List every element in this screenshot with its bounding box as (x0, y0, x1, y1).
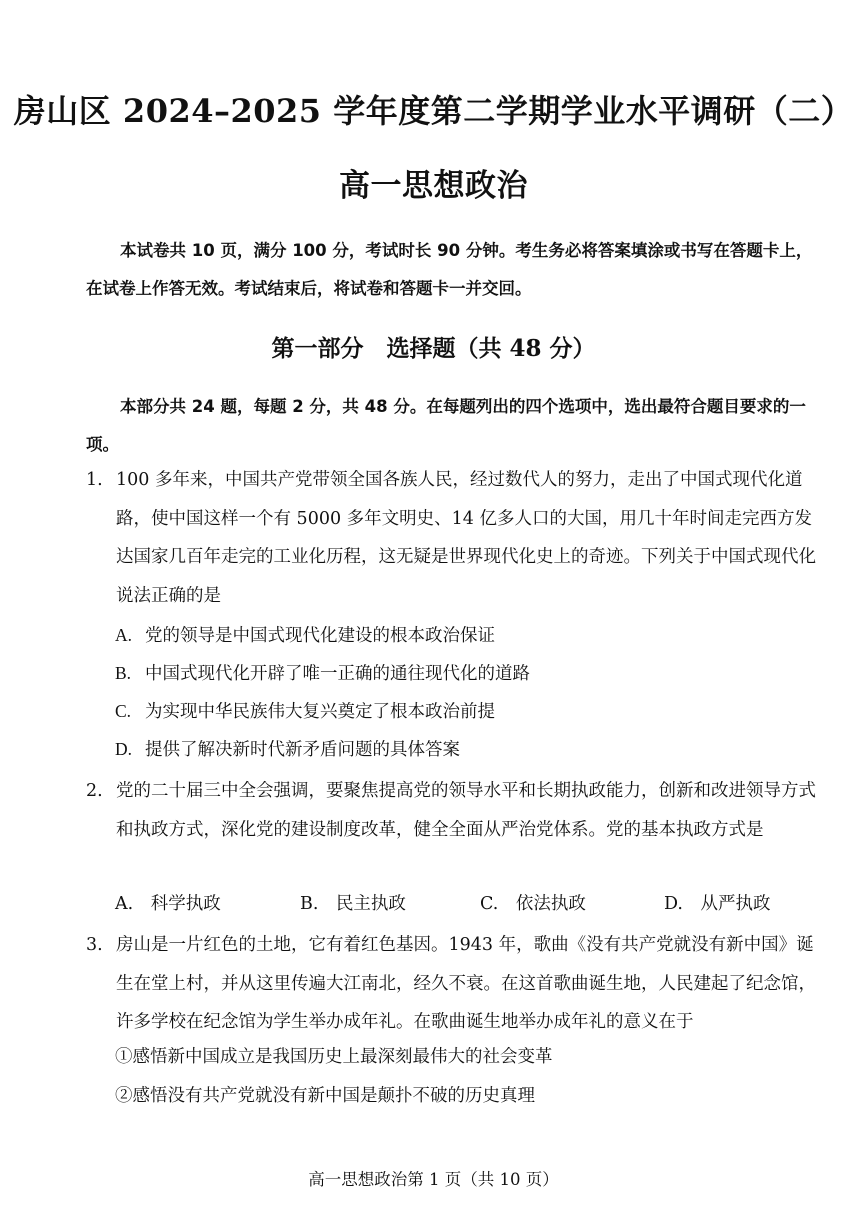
subject-title: 高一思想政治 (339, 168, 528, 204)
option-text: 民主执政 (335, 894, 406, 914)
exam-title: 房山区 2024–2025 学年度第二学期学业水平调研（二） (13, 92, 854, 130)
option-label: A. (115, 894, 134, 914)
question-1-option-a (115, 622, 495, 647)
question-2-option-c (480, 890, 586, 915)
option-text: 党的领导是中国式现代化建设的根本政治保证 (145, 626, 495, 646)
question-number: 3. (86, 935, 103, 955)
option-text: 从严执政 (700, 894, 771, 914)
option-text: 中国式现代化开辟了唯一正确的通往现代化的道路 (145, 664, 530, 684)
question-1 (86, 461, 826, 615)
option-label: A. (115, 625, 133, 645)
question-2-option-b (300, 890, 406, 915)
page-footer: 高一思想政治第 1 页（共 10 页） (308, 1170, 559, 1189)
question-2 (86, 772, 826, 849)
question-number: 2. (86, 781, 103, 801)
option-label: B. (115, 663, 132, 683)
question-2-option-a (115, 890, 221, 915)
question-1-option-c (115, 698, 495, 723)
option-label: C. (115, 701, 132, 721)
question-1-option-b (115, 660, 530, 685)
question-number: 1. (86, 470, 103, 490)
section-title: 第一部分 选择题（共 48 分） (271, 335, 596, 362)
question-3-item-1: ①感悟新中国成立是我国历史上最深刻最伟大的社会变革 (115, 1047, 553, 1067)
question-2-option-d (664, 890, 770, 915)
option-label: C. (480, 894, 499, 914)
option-text: 科学执政 (150, 894, 221, 914)
option-label: B. (300, 894, 319, 914)
question-1-option-d (115, 736, 460, 761)
option-label: D. (115, 739, 133, 759)
option-text: 为实现中华民族伟大复兴奠定了根本政治前提 (145, 702, 495, 722)
question-stem: 党的二十届三中全会强调，要聚焦提高党的领导水平和长期执政能力，创新和改进领导方式和执政方式，深化党的建设制度改革，健全全面从严治党体系。党的基本执政方式是 (116, 781, 816, 840)
question-3 (86, 926, 826, 1042)
option-label: D. (664, 894, 683, 914)
option-text: 依法执政 (515, 894, 586, 914)
exam-instructions: 本试卷共 10 页，满分 100 分，考试时长 90 分钟。考生务必将答案填涂或书写在答题卡上，在试卷上作答无效。考试结束后，将试卷和答题卡一并交回。 (86, 241, 813, 298)
section-instructions: 本部分共 24 题，每题 2 分，共 48 分。在每题列出的四个选项中，选出最符合题目要求的一项。 (86, 397, 806, 454)
question-stem: 房山是一片红色的土地，它有着红色基因。1943 年，歌曲《没有共产党就没有新中国》诞生在堂上村，并从这里传遍大江南北，经久不衰。在这首歌曲诞生地，人民建起了纪念馆，许多学校在纪念馆为学生举办成年礼。在歌曲诞生地举办成年礼的意义在于 (116, 935, 816, 1032)
option-text: 提供了解决新时代新矛盾问题的具体答案 (145, 740, 460, 760)
question-stem: 100 多年来，中国共产党带领全国各族人民，经过数代人的努力，走出了中国式现代化道路，使中国这样一个有 5000 多年文明史、14 亿多人口的大国，用几十年时间走完西方发达国家几百年走完的工业化历程，这无疑是世界现代化史上的奇迹。下列关于中国式现代化说法正确的是 (116, 470, 816, 606)
question-3-item-2: ②感悟没有共产党就没有新中国是颠扑不破的历史真理 (115, 1086, 535, 1106)
